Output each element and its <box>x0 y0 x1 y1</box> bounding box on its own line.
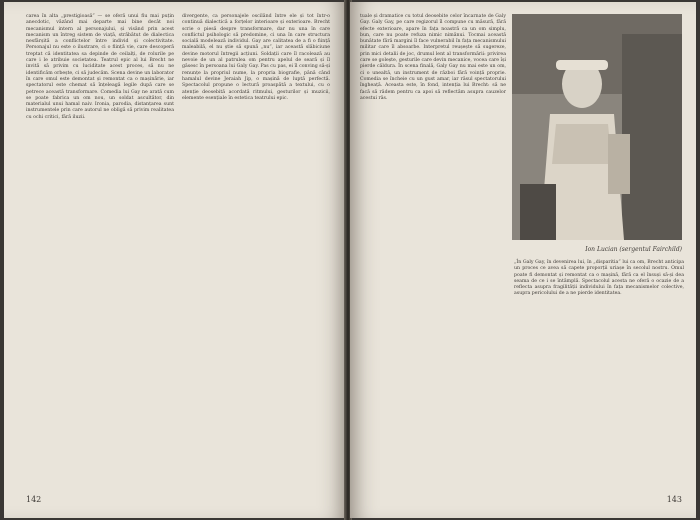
right-page <box>350 2 696 518</box>
left-page-column-2: divergente, ca personajele oscilând între ele și tot într-o continuă dialectică a forțelor interioare și exterioare. Brecht scrie o piesă despre transformare, dar nu una în care conflictul psihologic să predomine, ci una în care structura socială modelează individul. Gay are calitatea de a fi o ființă maleabilă, el nu știe să spună „nu”, iar această slăbiciune devine motorul întregii acțiuni. Soldații care îl racolează au nevoie de un al patrulea om pentru apelul de seară și îl găsesc în persoana lui Galy Gay. Pas cu pas, ei îl conving să-și renunțe la propriul nume, la propria biografie, până când hamalul devine Jeraiah Jip, o mașină de luptă perfectă. Spectacolul propune o lectură proaspătă a textului, cu o atenție deosebită acordată ritmului, gesturilor și muzicii, elemente esențiale în estetica teatrului epic. <box>182 14 330 101</box>
left-page <box>4 2 346 518</box>
photo-caption: Ion Lucian (sergentul Fairchild) <box>585 246 682 253</box>
right-page-column-2: „În Galy Gay, în devenirea lui, în „disparitia” lui ca om, Brecht anticipa un proces ce avea să capete proporții uriașe în secolul nostru. Omul poate fi demontat și remontat ca o mașină, fără ca el însuși să-și dea seama de ce i se întâmplă. Spectacolul acesta ne oferă o ocazie de a reflecta asupra fragilității individului în fața mecanismelor colective, asupra pericolului de a ne pierde identitatea. <box>514 260 684 297</box>
stage-photo-figure <box>512 14 682 240</box>
stage-photo <box>512 14 682 240</box>
page-number-left: 142 <box>26 495 42 504</box>
page-number-right: 143 <box>666 495 682 504</box>
left-page-column-1: carea în alta „prestigioasă” — se oferă unui fiu mai puțin anecdotic, văzând mai departe mai bine decât noi mecanismul intern al personajului, și visând prin acest mecanism un întreg sistem de viață, străbătut de dialectica nesfârșită a conflictelor între individ și colectivitate. Personajul nu este o ilustrare, ci o ființă vie, care descoperă treptat că identitatea sa depinde de ceilalți, de rolurile pe care i le atribuie societatea. Teatrul epic al lui Brecht ne invită să privim cu luciditate acest proces, să nu ne identificăm orbește, ci să judecăm. Scena devine un laborator în care omul este demontat și remontat ca o mașinărie, iar spectatorul este chemat să înțeleagă legile după care se petrece această transformare. Comedia lui Gay ne arată cum se poate fabrica un om nou, un soldat ascultător, din materialul unui hamal naiv. Ironia, parodia, distanțarea sunt instrumentele prin care autorul ne obligă să privim realitatea cu ochi critici, fără iluzii. <box>26 14 174 120</box>
right-page-column-1: tuale și dramatice cu totul deosebite celor încarnate de Galy Gay. Galy Gay, pe care regizorul îl compune cu măsură, fără efecte exterioare, apare în fața noastră ca un om simplu, bun, care nu poate refuza nimic nimănui. Tocmai această bunătate fără margini îl face vulnerabil în fața mecanismului militar care îl absoarbe. Interpretul reușește să sugereze, prin mici detalii de joc, drumul lent al transformării: privirea care se golește, gesturile care devin mecanice, vocea care își pierde căldura. În scena finală, Galy Gay nu mai este un om, ci o unealtă, un instrument de război fără voință proprie. Comedia se încheie cu un gust amar, iar râsul spectatorului îngheață. Aceasta este, în fond, intenția lui Brecht: să ne facă să râdem pentru ca apoi să reflectăm asupra cauzelor acestui râs. <box>360 14 506 101</box>
